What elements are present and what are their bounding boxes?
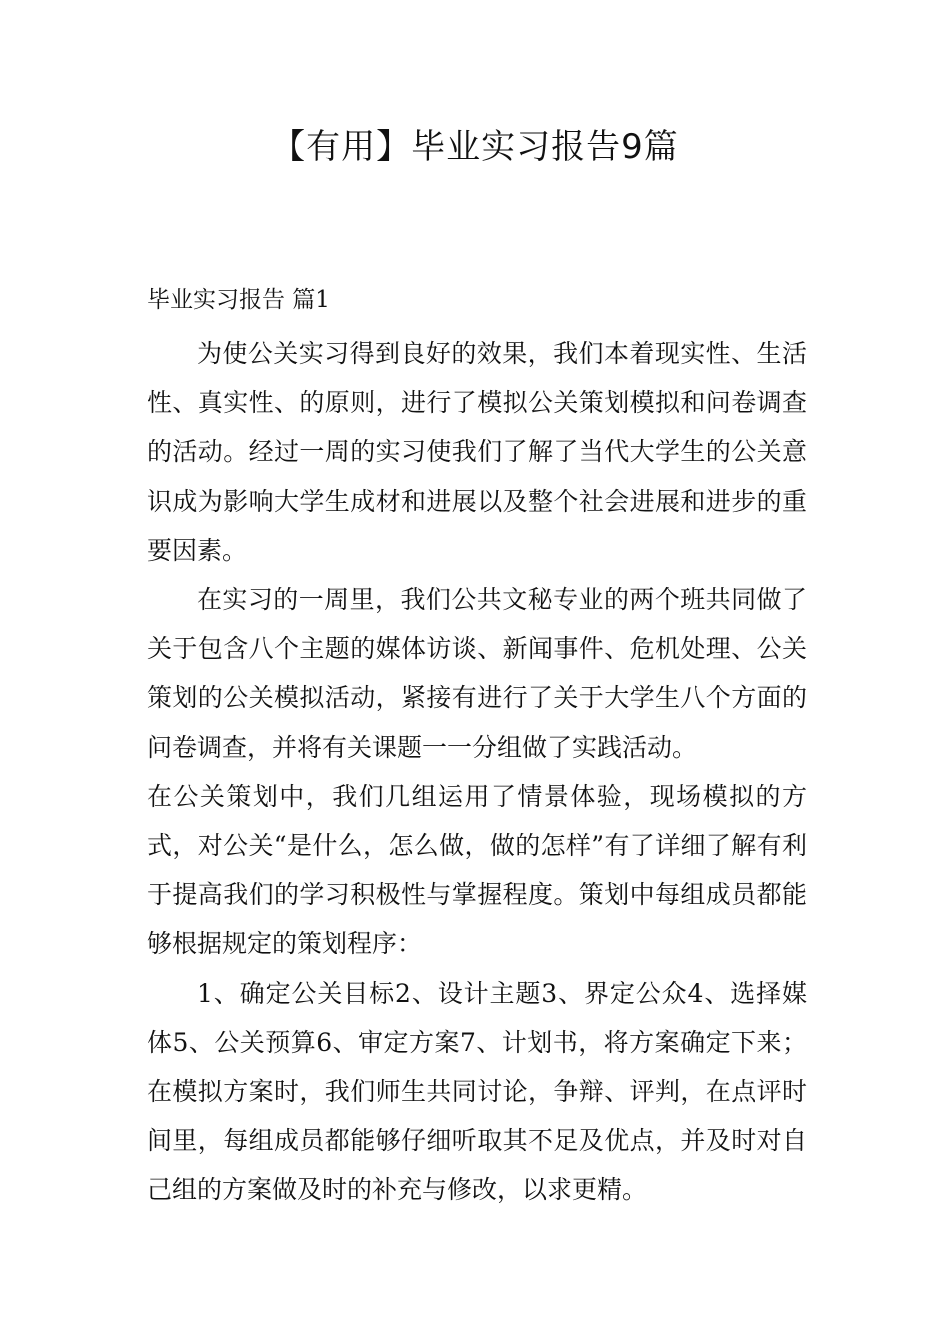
paragraph-2: 在实习的一周里，我们公共文秘专业的两个班共同做了关于包含八个主题的媒体访谈、新闻事件、危机处理、公关策划的公关模拟活动，紧接有进行了关于大学生八个方面的问卷调查，并将有关课题一一分组做了实践活动。 bbox=[147, 585, 807, 762]
section-heading: 毕业实习报告 篇1 bbox=[147, 287, 330, 313]
paragraph-1: 为使公关实习得到良好的效果，我们本着现实性、生活性、真实性、的原则，进行了模拟公关策划模拟和问卷调查的活动。经过一周的实习使我们了解了当代大学生的公关意识成为影响大学生成材和进展以及整个社会进展和进步的重要因素。 bbox=[147, 339, 807, 565]
document-title: 【有用】毕业实习报告9篇 bbox=[271, 127, 679, 167]
paragraph-4: 1、确定公关目标2、设计主题3、界定公众4、选择媒体5、公关预算6、审定方案7、计划书，将方案确定下来；在模拟方案时，我们师生共同讨论，争辩、评判，在点评时间里，每组成员都能够仔细听取其不足及优点，并及时对自己组的方案做及时的补充与修改，以求更精。 bbox=[147, 978, 807, 1205]
document-body bbox=[147, 329, 807, 1215]
paragraph-3: 在公关策划中，我们几组运用了情景体验，现场模拟的方式，对公关“是什么，怎么做，做的怎样”有了详细了解有利于提高我们的学习积极性与掌握程度。策划中每组成员都能够根据规定的策划程序： bbox=[147, 781, 807, 959]
